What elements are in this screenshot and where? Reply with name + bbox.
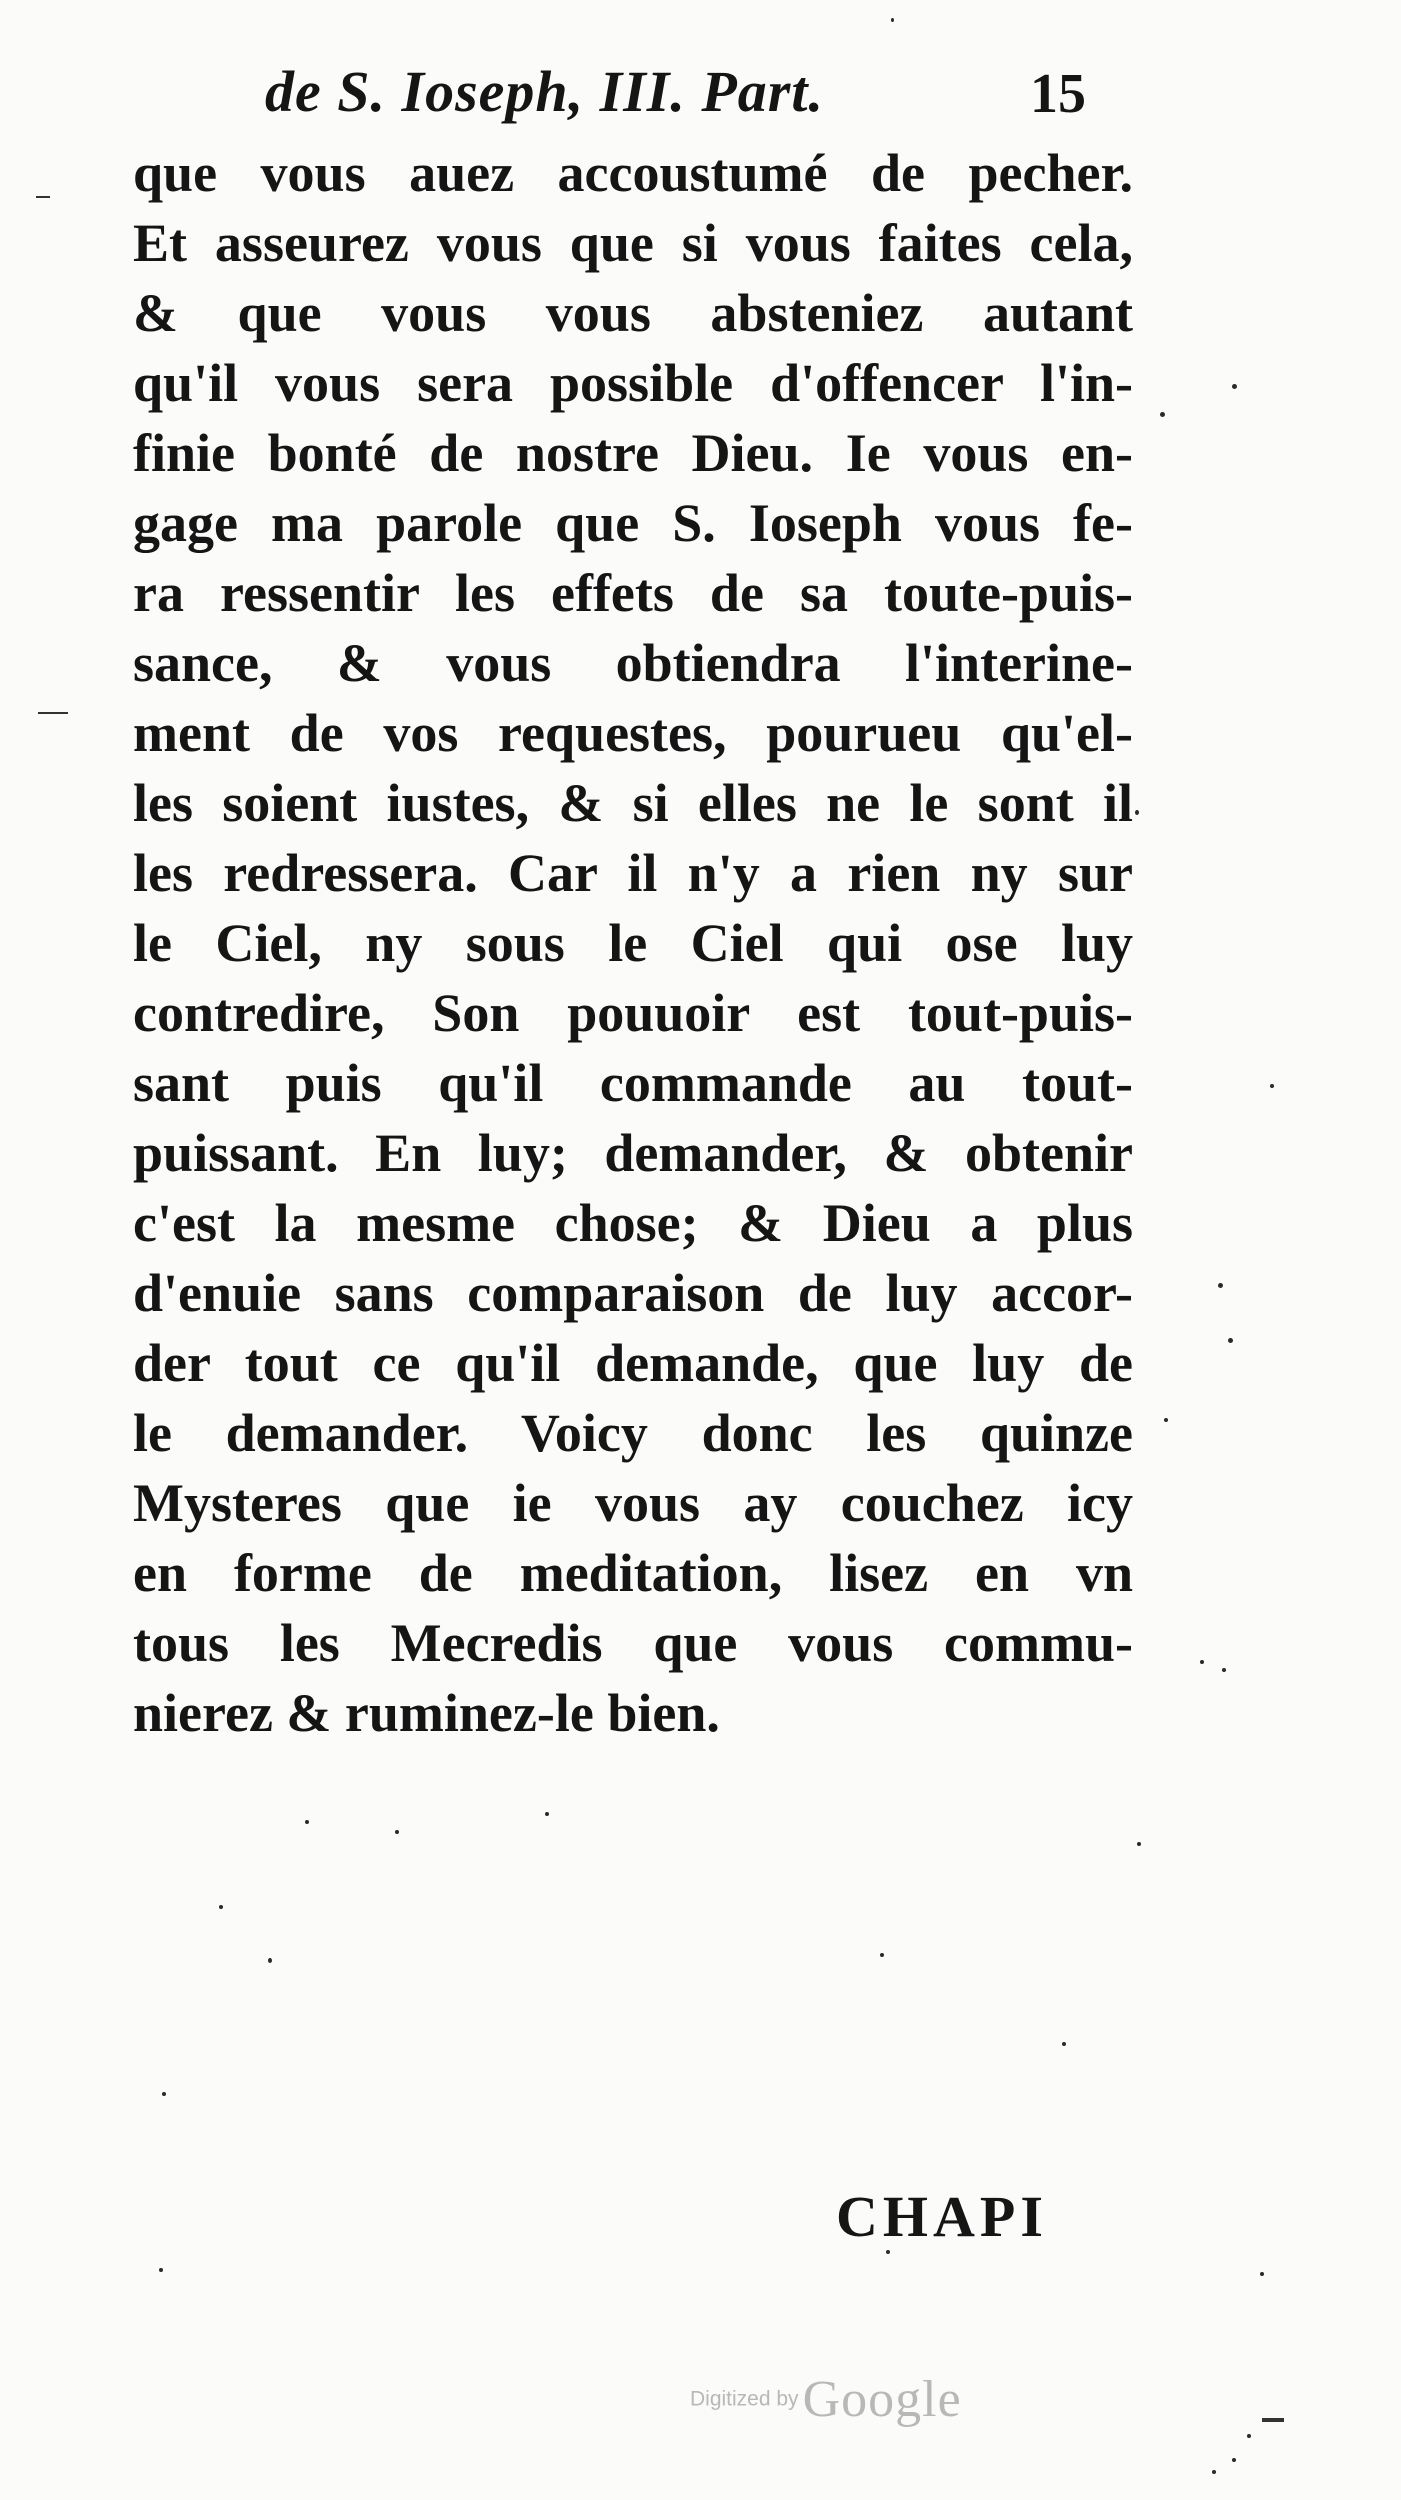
text-line: & que vous vous absteniez autant <box>133 283 1133 343</box>
digitization-watermark <box>690 2370 962 2429</box>
scan-speck <box>268 1958 272 1963</box>
scan-speck <box>1232 2458 1236 2462</box>
scan-speck <box>1062 2042 1066 2046</box>
text-line: le Ciel, ny sous le Ciel qui ose luy <box>133 913 1133 973</box>
scan-speck <box>545 1812 549 1816</box>
scan-speck <box>1135 810 1139 815</box>
text-line: ment de vos requestes, pourueu qu'el- <box>133 703 1133 763</box>
text-line: ra ressentir les effets de sa toute-puis- <box>133 563 1133 623</box>
scan-speck <box>305 1820 309 1824</box>
running-title: de S. Ioseph, III. Part. <box>265 59 824 124</box>
text-line: que vous auez accoustumé de pecher. <box>133 143 1133 203</box>
scan-speck <box>1164 1418 1168 1422</box>
watermark-brand: Google <box>802 2371 962 2428</box>
text-line: les redressera. Car il n'y a rien ny sur <box>133 843 1133 903</box>
scan-speck <box>159 2268 163 2272</box>
scan-speck <box>886 2250 890 2254</box>
scan-speck <box>162 2092 166 2096</box>
text-line: qu'il vous sera possible d'offencer l'in- <box>133 353 1133 413</box>
scan-speck <box>1270 1084 1274 1088</box>
text-line: d'enuie sans comparaison de luy accor- <box>133 1263 1133 1323</box>
text-line: Mysteres que ie vous ay couchez icy <box>133 1473 1133 1533</box>
scan-mark <box>38 712 68 714</box>
text-line: contredire, Son pouuoir est tout-puis- <box>133 983 1133 1043</box>
text-line: le demander. Voicy donc les quinze <box>133 1403 1133 1463</box>
scan-speck <box>1137 1842 1141 1846</box>
watermark-prefix: Digitized by <box>690 2387 799 2411</box>
text-line: les soient iustes, & si elles ne le sont il <box>133 773 1133 833</box>
text-line: sance, & vous obtiendra l'interine- <box>133 633 1133 693</box>
scan-speck <box>1228 1338 1233 1343</box>
text-line: sant puis qu'il commande au tout- <box>133 1053 1133 1113</box>
text-line: der tout ce qu'il demande, que luy de <box>133 1333 1133 1393</box>
body-text <box>133 138 1133 1748</box>
scan-mark <box>1262 2418 1284 2422</box>
scan-speck <box>1200 1660 1204 1664</box>
text-line: c'est la mesme chose; & Dieu a plus <box>133 1193 1133 1253</box>
scan-speck <box>1260 2272 1264 2276</box>
scan-speck <box>1212 2470 1216 2474</box>
scan-speck <box>880 1953 884 1957</box>
catchword: CHAPI <box>836 2184 1048 2249</box>
scan-speck <box>1218 1283 1223 1288</box>
scan-speck <box>219 1905 223 1909</box>
page-number: 15 <box>1030 63 1086 125</box>
scan-speck <box>1160 412 1165 417</box>
text-line: Et asseurez vous que si vous faites cela, <box>133 213 1133 273</box>
scan-speck <box>1232 384 1237 389</box>
text-line: tous les Mecredis que vous commu- <box>133 1613 1133 1673</box>
scan-speck <box>395 1830 399 1834</box>
text-line: nierez & ruminez-le bien. <box>133 1683 720 1743</box>
text-line: puissant. En luy; demander, & obtenir <box>133 1123 1133 1183</box>
text-line: en forme de meditation, lisez en vn <box>133 1543 1133 1603</box>
scan-speck <box>1247 2434 1251 2438</box>
scan-speck <box>1222 1668 1226 1672</box>
text-line: gage ma parole que S. Ioseph vous fe- <box>133 493 1133 553</box>
scan-mark <box>36 196 50 198</box>
scan-speck <box>891 18 894 22</box>
text-line: finie bonté de nostre Dieu. Ie vous en- <box>133 423 1133 483</box>
